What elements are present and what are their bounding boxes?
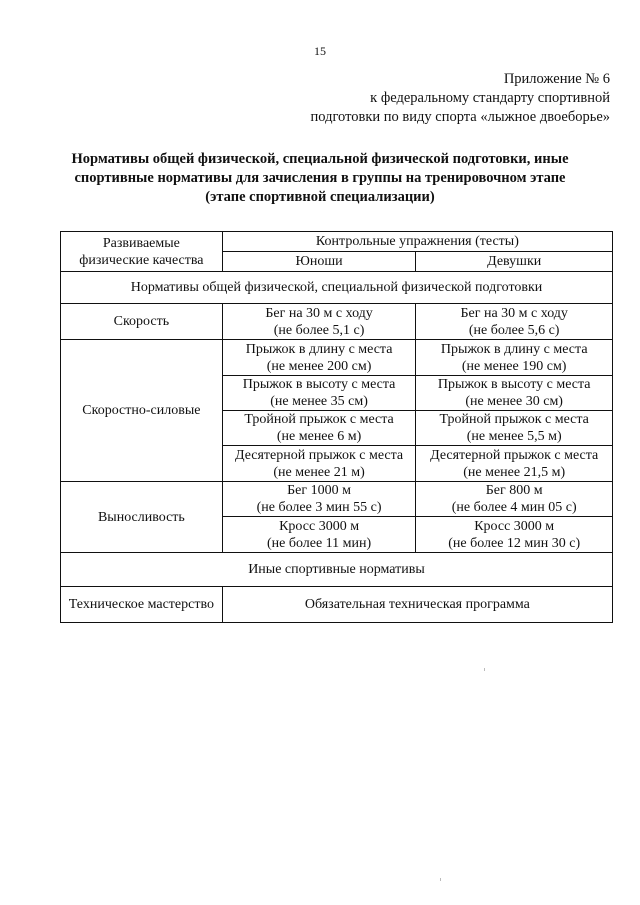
page-number: 15 [314,44,326,58]
header-boys-cell: Юноши [222,252,416,272]
technique-norm-cell: Обязательная техническая программа [222,587,612,623]
appendix-line: подготовки по виду спорта «лыжное двоеборье» [310,109,610,125]
boys-norm-cell: Тройной прыжок с места (не менее 6 м) [222,411,416,446]
boys-norm-cell: Бег на 30 м с ходу (не более 5,1 с) [222,304,416,340]
quality-cell: Скорость [61,304,223,340]
table-row [61,340,613,376]
appendix-line: Приложение № 6 [503,71,610,87]
table-row [61,587,613,623]
norms-table [60,231,613,623]
header-tests-cell: Контрольные упражнения (тесты) [222,232,612,252]
title-line: Нормативы общей физической, специальной физической подготовки, иные [71,151,569,167]
scan-speck [484,668,485,671]
section-row [61,553,613,587]
title-line: (этапе спортивной специализации) [205,189,435,205]
boys-norm-cell: Бег 1000 м (не более 3 мин 55 с) [222,482,416,517]
scan-speck [440,878,441,881]
boys-norm-cell: Десятерной прыжок с места (не менее 21 м) [222,446,416,482]
appendix-line: к федеральному стандарту спортивной [370,90,610,106]
boys-norm-cell: Прыжок в длину с места (не менее 200 см) [222,340,416,376]
quality-cell: Техническое мастерство [61,587,223,623]
girls-norm-cell: Прыжок в длину с места (не менее 190 см) [416,340,613,376]
table-row [61,482,613,517]
header-quality-cell: Развиваемые физические качества [61,232,223,272]
section-heading: Иные спортивные нормативы [61,553,613,587]
girls-norm-cell: Прыжок в высоту с места (не менее 30 см) [416,376,613,411]
header-girls-cell: Девушки [416,252,613,272]
section-row [61,272,613,304]
document-title [40,150,600,207]
boys-norm-cell: Кросс 3000 м (не более 11 мин) [222,517,416,553]
girls-norm-cell: Кросс 3000 м (не более 12 мин 30 с) [416,517,613,553]
girls-norm-cell: Тройной прыжок с места (не менее 5,5 м) [416,411,613,446]
table-header-row [61,232,613,252]
title-line: спортивные нормативы для зачисления в группы на тренировочном этапе [74,170,566,186]
girls-norm-cell: Бег на 30 м с ходу (не более 5,6 с) [416,304,613,340]
boys-norm-cell: Прыжок в высоту с места (не менее 35 см) [222,376,416,411]
appendix-reference [310,70,610,127]
girls-norm-cell: Бег 800 м (не более 4 мин 05 с) [416,482,613,517]
quality-cell: Скоростно-силовые [61,340,223,482]
girls-norm-cell: Десятерной прыжок с места (не менее 21,5 м) [416,446,613,482]
quality-cell: Выносливость [61,482,223,553]
table-row [61,304,613,340]
section-heading: Нормативы общей физической, специальной физической подготовки [61,272,613,304]
